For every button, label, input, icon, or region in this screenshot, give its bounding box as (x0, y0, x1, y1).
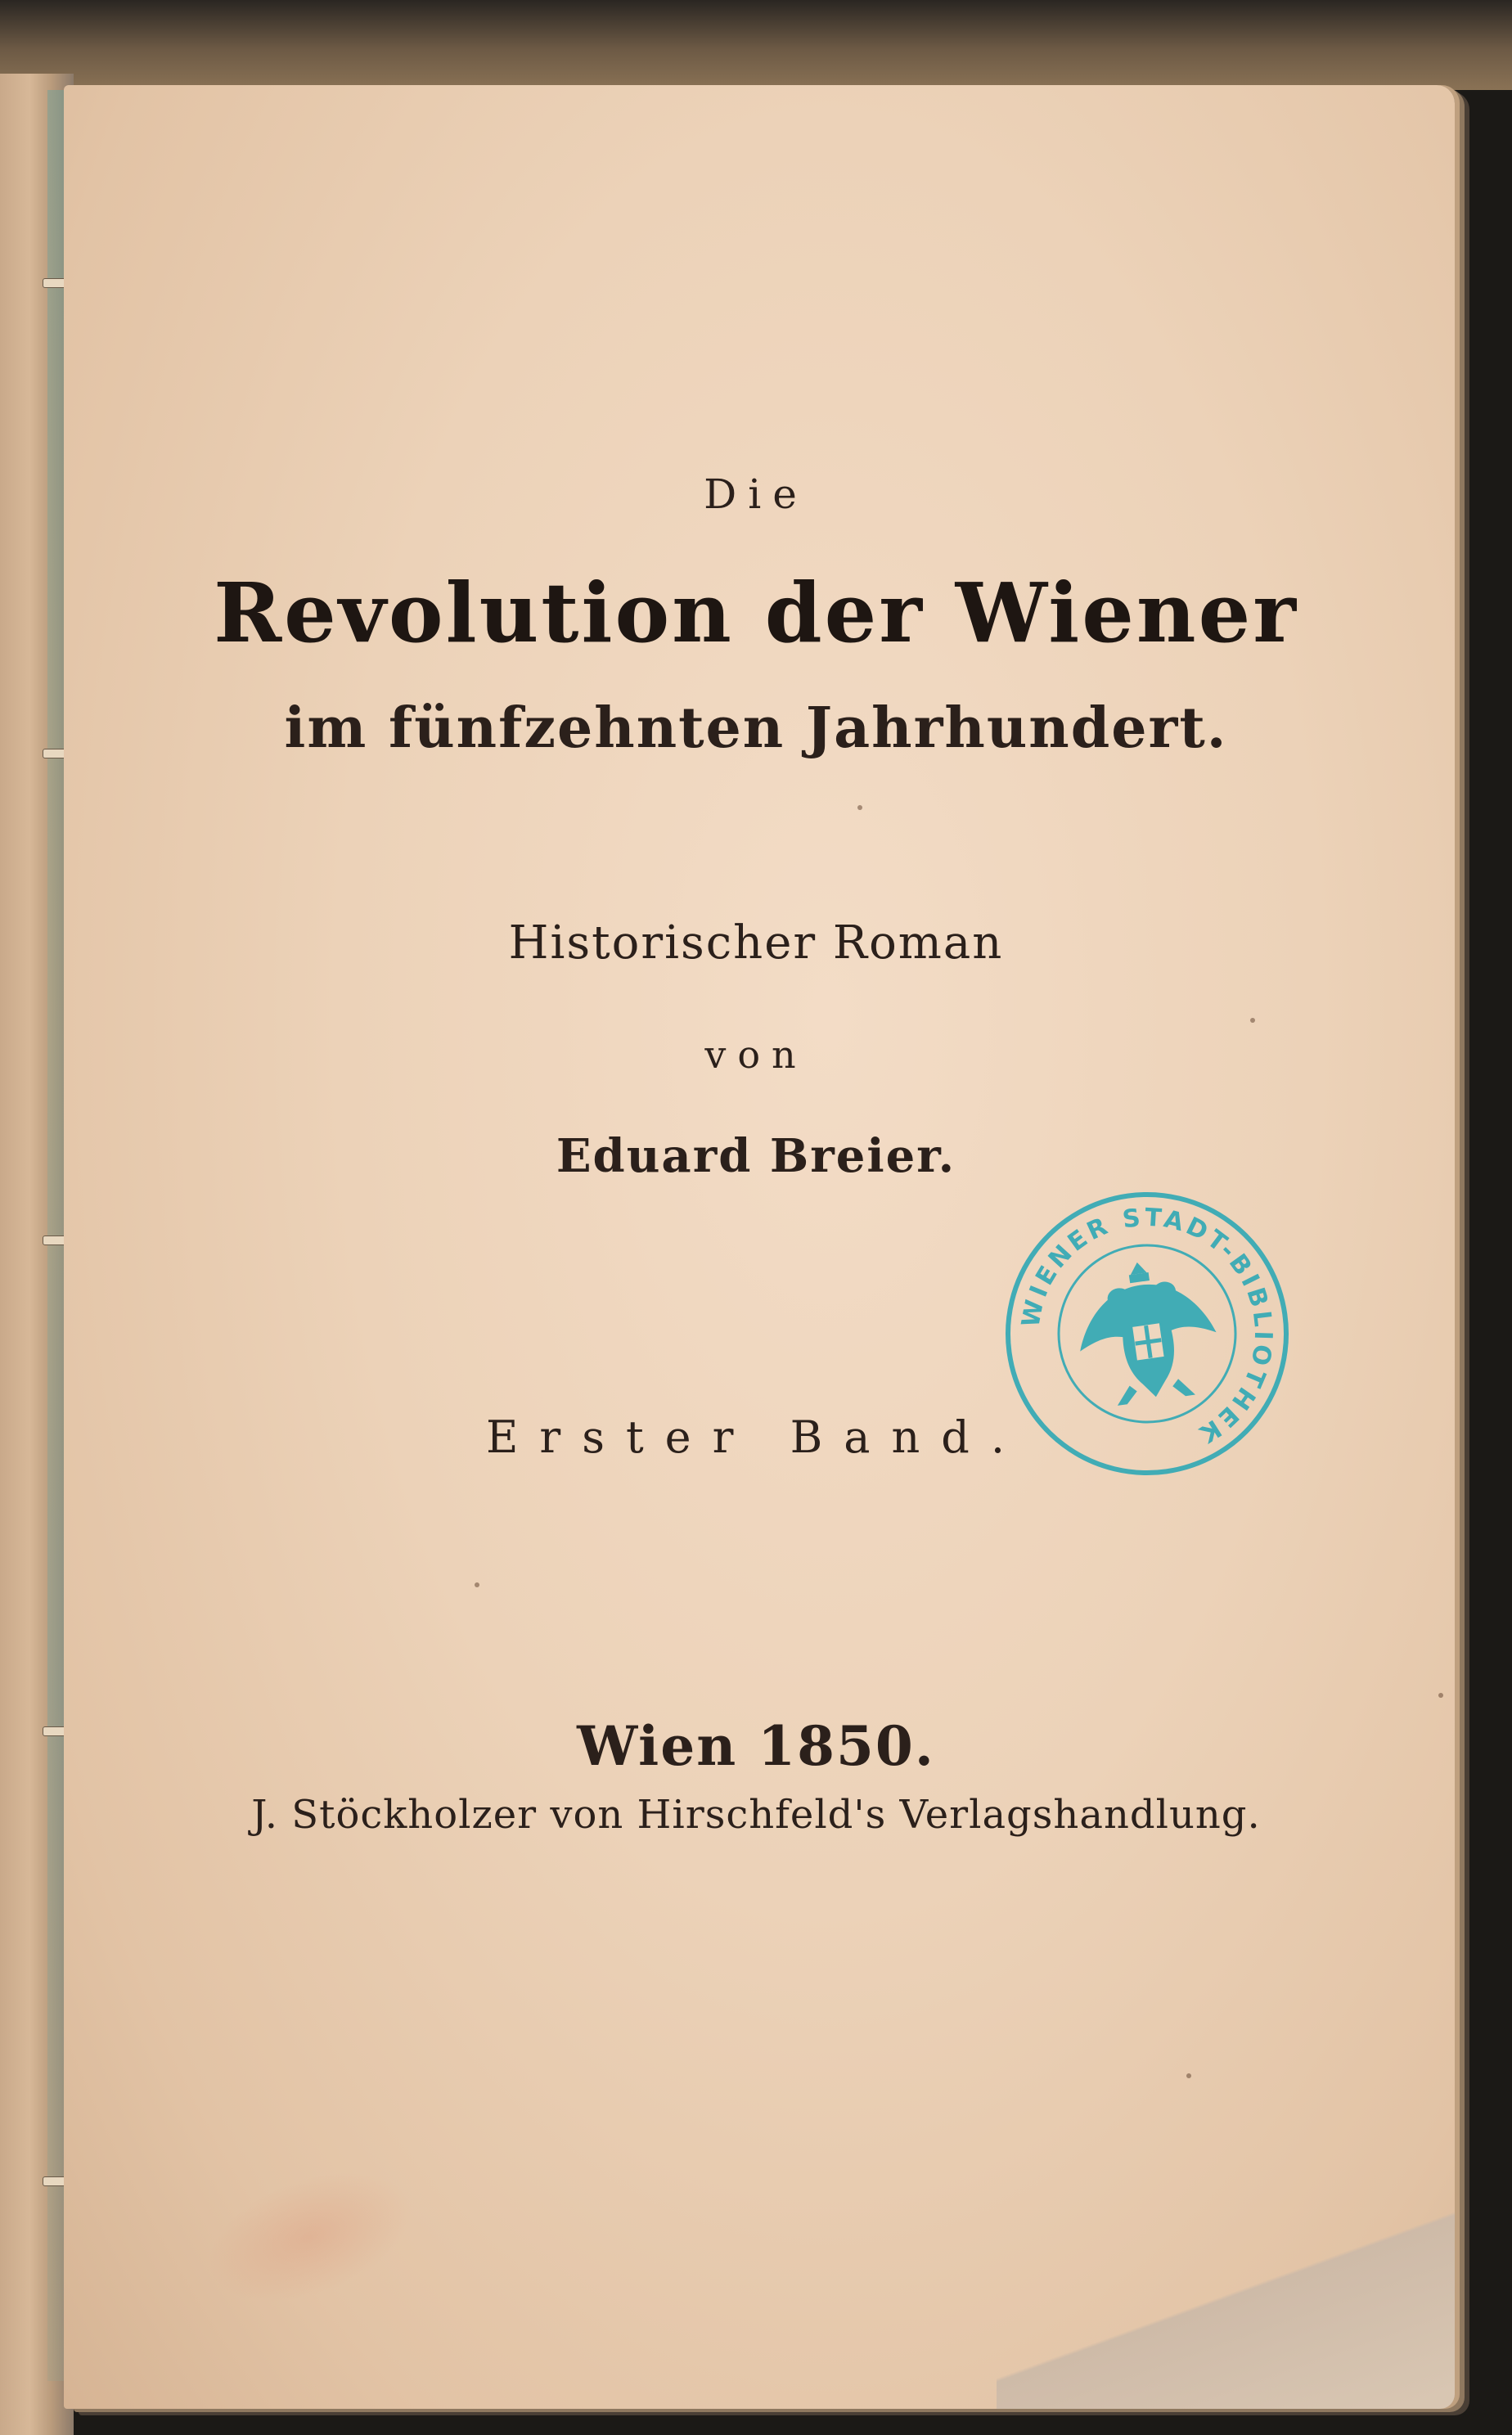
genre-line: Historischer Roman (508, 916, 1004, 970)
foxing-spot (1186, 2073, 1191, 2078)
publisher-line: J. Stöckholzer von Hirschfeld's Verlagshandlung. (251, 1792, 1261, 1838)
volume-label: Erster Band. (486, 1411, 1026, 1463)
author-name: Eduard Breier. (556, 1129, 956, 1183)
byline-von: von (704, 1033, 808, 1077)
foxing-spot (857, 805, 862, 810)
title-article: Die (704, 470, 808, 518)
foxing-spot (1250, 1018, 1255, 1023)
book-cover-edge (0, 0, 1512, 90)
foxing-spot (475, 1582, 479, 1587)
library-stamp (981, 1168, 1314, 1501)
svg-text:WIENER STADT-BIBLIOTHEK: WIENER STADT-BIBLIOTHEK (1016, 1203, 1278, 1450)
book-subtitle: im fünfzehnten Jahrhundert. (284, 695, 1228, 761)
place-and-year: Wien 1850. (577, 1714, 935, 1778)
book-title: Revolution der Wiener (214, 565, 1298, 661)
foxing-spot (1438, 1693, 1443, 1698)
library-stamp-seal (981, 1168, 1314, 1501)
folded-page-corner (997, 2196, 1455, 2409)
paper-stain (190, 2147, 429, 2327)
